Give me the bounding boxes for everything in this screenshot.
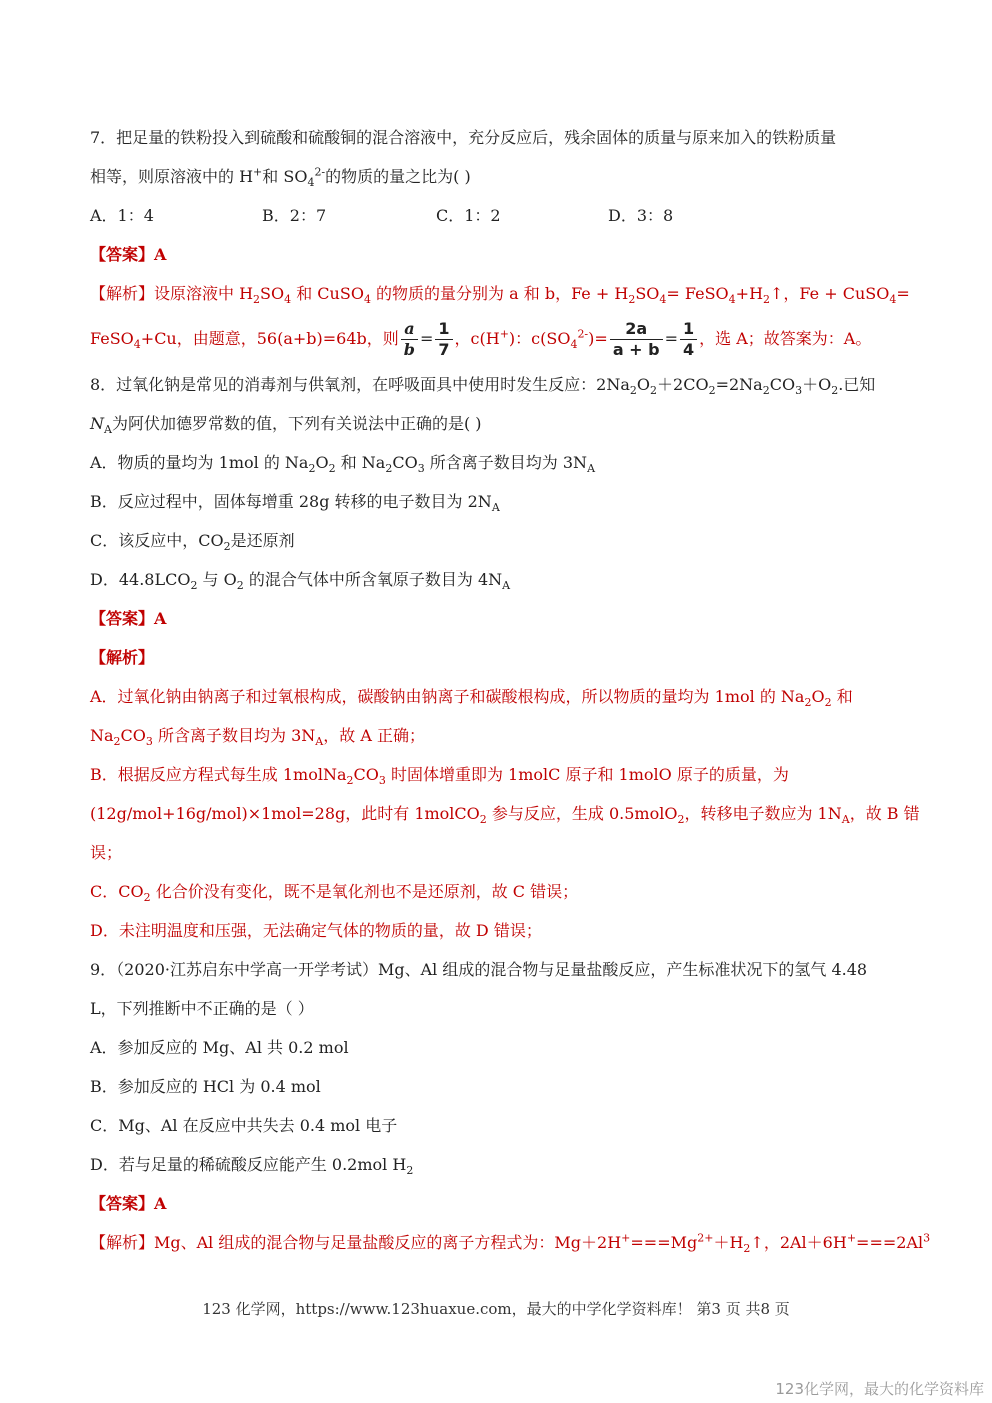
q8-analysis-b-line-2: (12g/mol+16g/mol)×1mol=28g，此时有 1molCO$_2$ 参与反应，生成 0.5molO$_2$，转移电子数应为 $1N_A$，故 B 错 <box>90 804 920 827</box>
page-footer: 123 化学网，https://www.123huaxue.com，最大的中学化学资料库！ 第3 页 共8 页 <box>202 1300 790 1318</box>
q9-choice-a: A．参加反应的 Mg、Al 共 0.2 mol <box>90 1038 349 1057</box>
fraction-1-over-7: $\frac{1}{7}$ <box>435 319 452 360</box>
q8-analysis-heading: 【解析】 <box>90 648 155 667</box>
q8-analysis-d: D．未注明温度和压强，无法确定气体的物质的量，故 D 错误； <box>90 921 542 940</box>
q7-answer: 【答案】A <box>90 245 167 264</box>
q8-choice-d: D．$44.8LCO_2$ 与 $O_2$ 的混合气体中所含氧原子数目为 $4N_A$ <box>90 570 511 593</box>
q8-choice-a: A．物质的量均为 1mol 的 $Na_2O_2$ 和 $Na_2CO_3$ 所含离子数目均为 $3N_A$ <box>90 453 596 476</box>
fraction-2a-over-a-plus-b: $\frac{2a}{a + b}$ <box>610 319 663 360</box>
q9-choice-c: C．Mg、Al 在反应中共失去 0.4 mol 电子 <box>90 1116 398 1135</box>
q7-choice-a: A．1：4 <box>90 206 154 225</box>
q7-stem-line-2: 相等，则原溶液中的 H+和 $SO_4^{2-}$的物质的量之比为( ) <box>90 165 471 190</box>
q9-choice-d: D．若与足量的稀硫酸反应能产生 0.2mol $H_2$ <box>90 1155 414 1178</box>
q8-analysis-c: C．$CO_2$ 化合价没有变化，既不是氧化剂也不是还原剂，故 C 错误； <box>90 882 579 905</box>
q9-choice-b: B．参加反应的 HCl 为 0.4 mol <box>90 1077 321 1096</box>
q7-analysis-line-1: 【解析】设原溶液中 $H_2SO_4$ 和 CuSO$_4$ 的物质的量分别为 a 和 b，$Fe + H_2SO_4=$ $FeSO_4+H_2↑$，Fe + CuSO$_4$= <box>90 284 910 307</box>
q7-analysis-line-2: FeSO$_4$+Cu，由题意，56(a+b)=64b，则 $\frac{a}{b}$ = $\frac{1}{7}$ ，c(H+)：$c(SO_4^{2-})=$ $\frac{2a}{a + b}$ = $\frac{1}{4}$ ，选 A；故答案为：A。 <box>90 319 872 359</box>
q8-analysis-a-line-1: A．过氧化钠由钠离子和过氧根构成，碳酸钠由钠离子和碳酸根构成，所以物质的量均为 1mol 的 $Na_2O_2$ 和 <box>90 687 853 710</box>
q8-analysis-b-line-3: 误； <box>90 843 123 862</box>
fraction-a-over-b: $\frac{a}{b}$ <box>401 319 418 360</box>
q9-stem-line-1: 9．（2020·江苏启东中学高一开学考试）Mg、Al 组成的混合物与足量盐酸反应，产生标准状况下的氢气 4.48 <box>90 960 868 979</box>
q7-stem-line-1: 7．把足量的铁粉投入到硫酸和硫酸铜的混合溶液中，充分反应后，残余固体的质量与原来加入的铁粉质量 <box>90 128 837 147</box>
q8-analysis-a-line-2: $Na_2CO_3$ 所含离子数目均为 $3N_A$，故 A 正确； <box>90 726 425 749</box>
q9-answer: 【答案】A <box>90 1194 167 1213</box>
q7-choice-d: D．3：8 <box>608 206 674 225</box>
q7-choice-c: C．1：2 <box>436 206 501 225</box>
q8-choice-b: B．反应过程中，固体每增重 28g 转移的电子数目为 $2N_A$ <box>90 492 500 515</box>
q8-analysis-b-line-1: B．根据反应方程式每生成 $1molNa_2CO_3$ 时固体增重即为 1molC 原子和 1molO 原子的质量，为 <box>90 765 789 788</box>
fraction-1-over-4: $\frac{1}{4}$ <box>680 319 697 360</box>
site-watermark: 123化学网，最大的化学资料库 <box>775 1380 984 1398</box>
q8-answer: 【答案】A <box>90 609 167 628</box>
q8-choice-c: C．该反应中，$CO_2$是还原剂 <box>90 531 295 554</box>
q8-stem-line-1: 8．过氧化钠是常见的消毒剂与供氧剂，在呼吸面具中使用时发生反应：$2Na_2O_2+2CO_2=2Na_2CO_3+O_2$.已知 <box>90 375 876 398</box>
q9-analysis-line-1: 【解析】Mg、Al 组成的混合物与足量盐酸反应的离子方程式为：$Mg+2H^+===Mg^{2+}+H_2↑$，$2Al+6H^+===2Al^3$ <box>90 1231 931 1256</box>
q8-stem-line-2: $N_A$为阿伏加德罗常数的值，下列有关说法中正确的是( ) <box>90 414 482 437</box>
q7-choice-b: B．2：7 <box>262 206 327 225</box>
q9-stem-line-2: L，下列推断中不正确的是（ ） <box>90 999 314 1018</box>
